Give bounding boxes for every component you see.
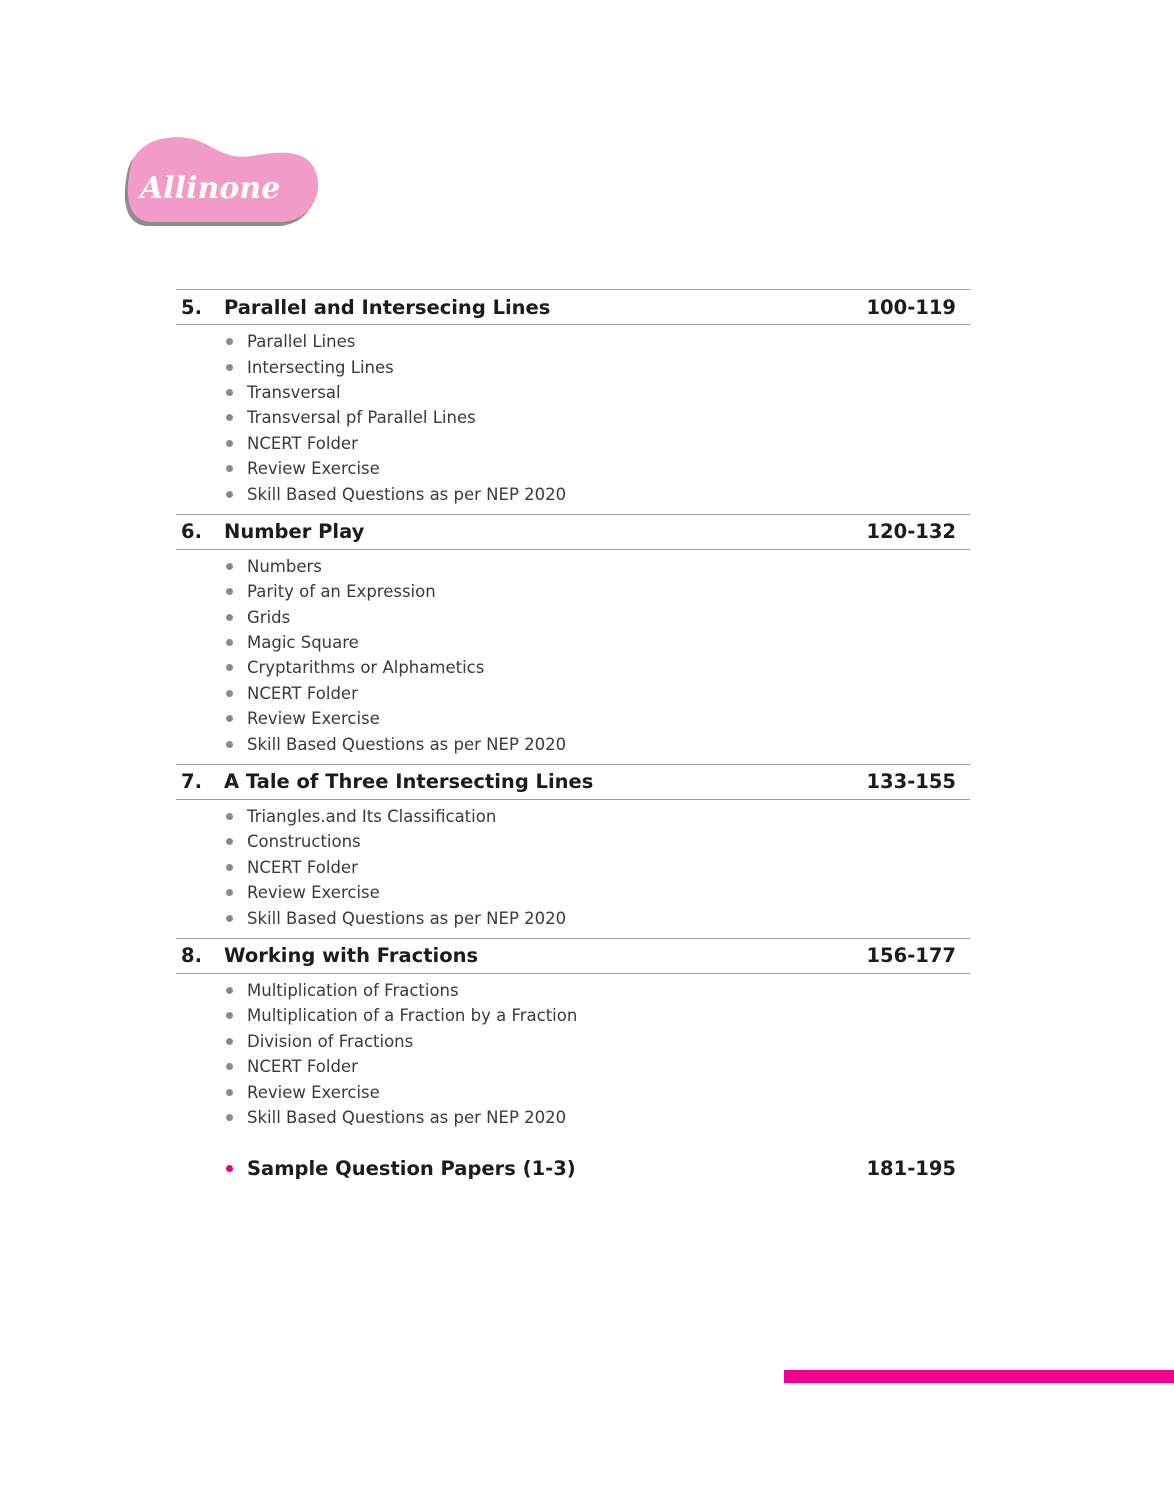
chapter-heading[interactable] (176, 514, 970, 550)
sample-papers-pages: 181-195 (866, 1156, 956, 1180)
topic-item[interactable] (176, 630, 970, 655)
topic-label: Review Exercise (247, 883, 380, 903)
topic-item[interactable] (176, 1029, 970, 1054)
topic-item[interactable] (176, 405, 970, 430)
bullet-icon (226, 664, 233, 671)
bullet-icon (226, 1012, 233, 1019)
logo-text: Allinone (140, 171, 281, 206)
topic-item[interactable] (176, 706, 970, 731)
topic-item[interactable] (176, 456, 970, 481)
sample-papers-entry[interactable] (176, 1150, 970, 1186)
topic-label: Skill Based Questions as per NEP 2020 (247, 484, 567, 504)
topic-item[interactable] (176, 554, 970, 579)
topic-list (176, 550, 970, 764)
bullet-icon (226, 715, 233, 722)
topic-label: Skill Based Questions as per NEP 2020 (247, 734, 567, 754)
topic-item[interactable] (176, 681, 970, 706)
topic-label: Grids (247, 607, 291, 627)
topic-item[interactable] (176, 1003, 970, 1028)
topic-item[interactable] (176, 855, 970, 880)
bullet-icon (226, 389, 233, 396)
chapter-2 (176, 514, 970, 764)
topic-item[interactable] (176, 329, 970, 354)
bullet-icon (226, 987, 233, 994)
topic-label: NCERT Folder (247, 433, 358, 453)
bullet-icon (226, 440, 233, 447)
topic-label: Parity of an Expression (247, 582, 436, 602)
topic-item[interactable] (176, 978, 970, 1003)
chapter-pages: 120-132 (866, 520, 956, 544)
topic-label: Magic Square (247, 633, 359, 653)
bullet-icon (226, 690, 233, 697)
chapter-number: 5. (181, 295, 202, 319)
topic-item[interactable] (176, 431, 970, 456)
bullet-icon (226, 864, 233, 871)
topic-item[interactable] (176, 380, 970, 405)
topic-label: Division of Fractions (247, 1031, 414, 1051)
chapter-3 (176, 764, 970, 938)
topic-label: Review Exercise (247, 709, 380, 729)
bullet-icon (226, 838, 233, 845)
topic-list (176, 974, 970, 1150)
bullet-icon (226, 639, 233, 646)
chapter-title: Parallel and Intersecing Lines (224, 295, 551, 319)
topic-list (176, 800, 970, 938)
chapter-number: 7. (181, 770, 202, 794)
topic-label: Transversal pf Parallel Lines (247, 408, 476, 428)
bullet-icon (226, 364, 233, 371)
topic-item[interactable] (176, 731, 970, 756)
brand-logo (116, 126, 322, 230)
bullet-icon (226, 563, 233, 570)
topic-label: Skill Based Questions as per NEP 2020 (247, 1107, 567, 1127)
bullet-icon (226, 1063, 233, 1070)
topic-item[interactable] (176, 655, 970, 680)
chapter-heading[interactable] (176, 289, 970, 325)
bullet-icon (226, 414, 233, 421)
chapter-pages: 133-155 (866, 770, 956, 794)
chapter-number: 6. (181, 520, 202, 544)
topic-item[interactable] (176, 829, 970, 854)
chapter-pages: 100-119 (866, 295, 956, 319)
topic-label: Intersecting Lines (247, 357, 394, 377)
bullet-icon (226, 1089, 233, 1096)
topic-label: Numbers (247, 556, 322, 576)
topic-label: Constructions (247, 832, 361, 852)
topic-item[interactable] (176, 1105, 970, 1130)
bullet-icon (226, 813, 233, 820)
topic-label: Parallel Lines (247, 332, 356, 352)
topic-label: Review Exercise (247, 1082, 380, 1102)
topic-label: Triangles.and Its Classification (247, 807, 497, 827)
topic-item[interactable] (176, 605, 970, 630)
bullet-icon (226, 1165, 233, 1172)
bullet-icon (226, 491, 233, 498)
chapter-title: Working with Fractions (224, 944, 479, 968)
chapter-4 (176, 938, 970, 1150)
chapter-heading[interactable] (176, 938, 970, 974)
bullet-icon (226, 889, 233, 896)
topic-label: Cryptarithms or Alphametics (247, 658, 485, 678)
chapter-title: Number Play (224, 520, 365, 544)
topic-label: Multiplication of Fractions (247, 981, 459, 1000)
topic-label: Skill Based Questions as per NEP 2020 (247, 908, 567, 928)
bullet-icon (226, 338, 233, 345)
topic-item[interactable] (176, 1079, 970, 1104)
chapter-heading[interactable] (176, 764, 970, 800)
bullet-icon (226, 1114, 233, 1121)
sample-papers-title: Sample Question Papers (1-3) (247, 1156, 576, 1180)
topic-label: NCERT Folder (247, 1057, 358, 1077)
topic-label: Review Exercise (247, 459, 380, 479)
bullet-icon (226, 614, 233, 621)
topic-item[interactable] (176, 905, 970, 930)
chapter-title: A Tale of Three Intersecting Lines (224, 770, 594, 794)
topic-item[interactable] (176, 880, 970, 905)
chapter-number: 8. (181, 944, 202, 968)
topic-label: Transversal (247, 382, 341, 402)
bullet-icon (226, 741, 233, 748)
bullet-icon (226, 465, 233, 472)
topic-label: NCERT Folder (247, 683, 358, 703)
bullet-icon (226, 588, 233, 595)
chapter-1 (176, 289, 970, 514)
topic-list (176, 325, 970, 514)
table-of-contents (176, 289, 970, 1186)
topic-label: NCERT Folder (247, 857, 358, 877)
topic-item[interactable] (176, 804, 970, 829)
bullet-icon (226, 915, 233, 922)
bullet-icon (226, 1038, 233, 1045)
topic-item[interactable] (176, 481, 970, 506)
topic-item[interactable] (176, 1054, 970, 1079)
chapter-pages: 156-177 (866, 944, 956, 968)
accent-bar (784, 1370, 1174, 1383)
topic-item[interactable] (176, 579, 970, 604)
topic-item[interactable] (176, 354, 970, 379)
topic-label: Multiplication of a Fraction by a Fraction (247, 1006, 578, 1026)
